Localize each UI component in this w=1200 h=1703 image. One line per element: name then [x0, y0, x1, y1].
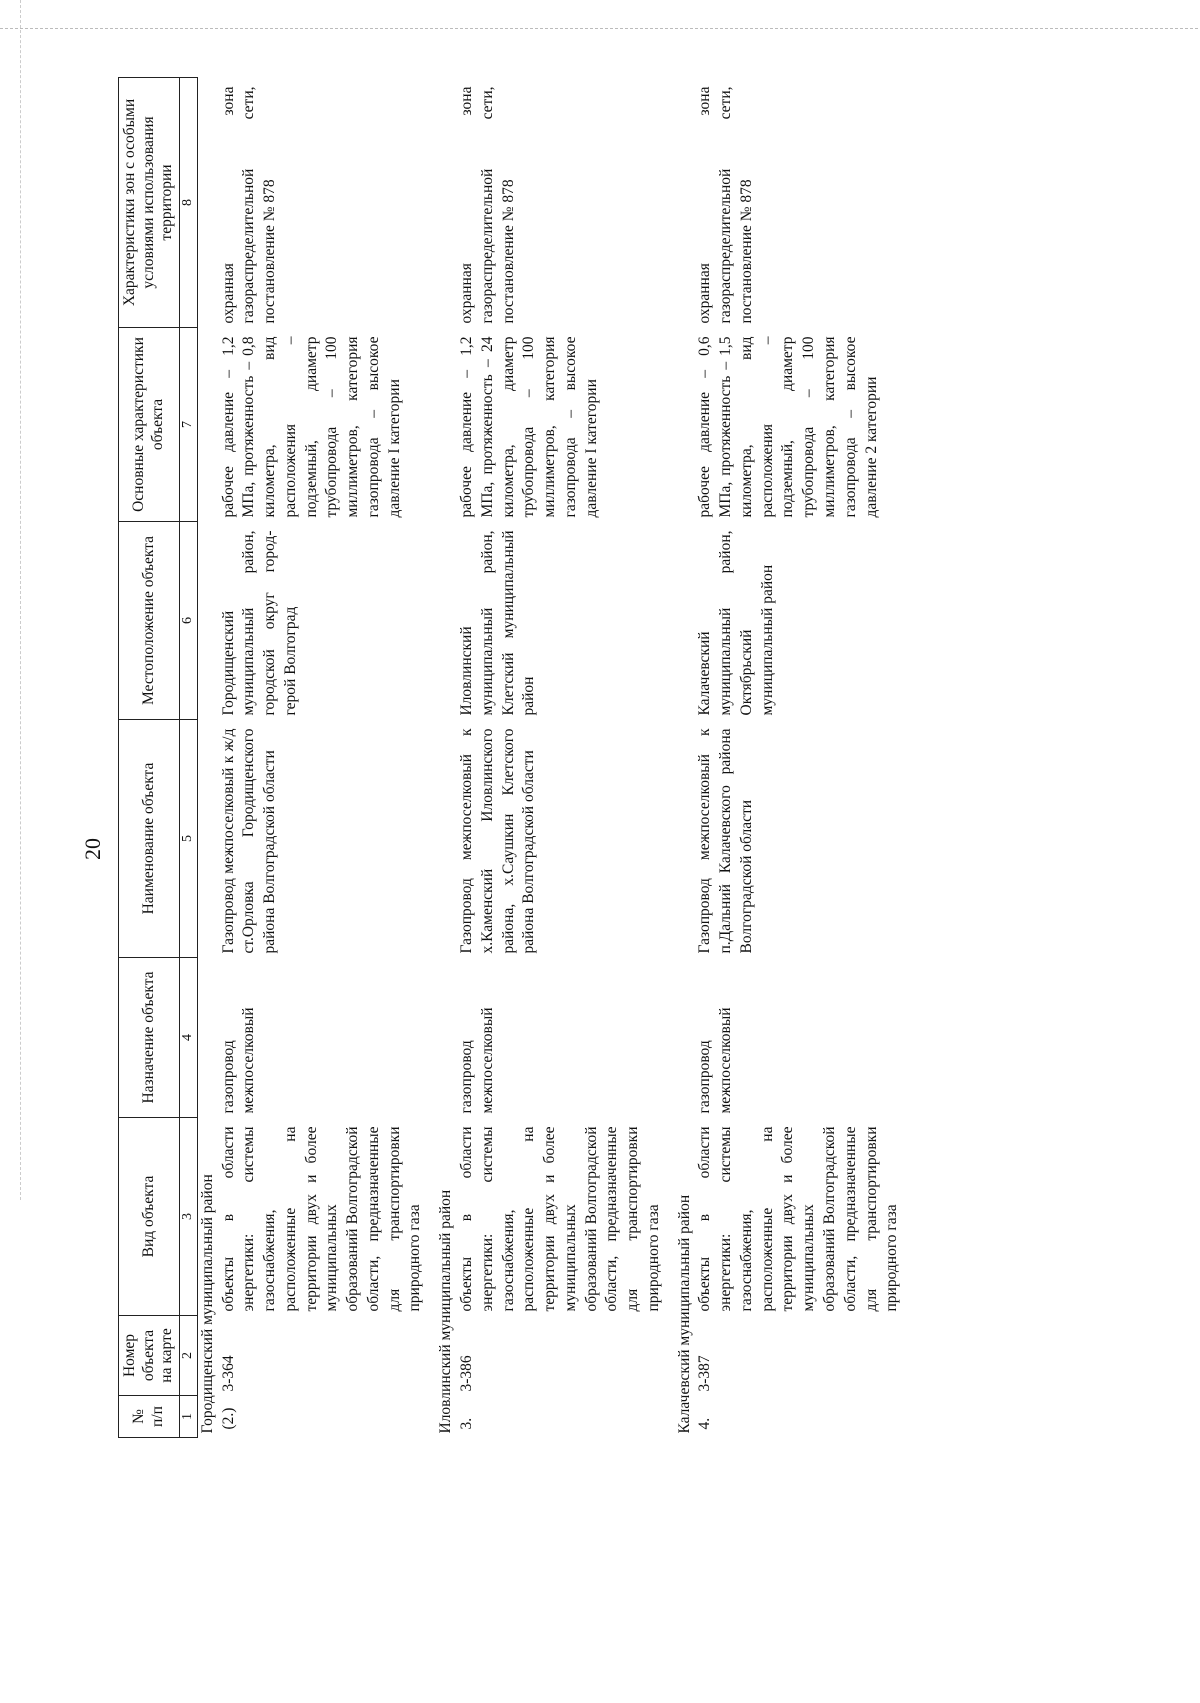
objects-table: [118, 77, 903, 1438]
map-number: 3-386: [457, 1355, 475, 1392]
column-number: 4: [179, 958, 197, 1118]
object-location: Иловлинский муниципальный район, Клетский муниципальный район: [457, 530, 538, 716]
object-characteristics: рабочее давление – 1,2 МПа, протяженность – 24 километра, диаметр трубопровода – 100 миллиметров, категория газопровода – высокое давление I категории: [457, 336, 600, 518]
header-cell: Характеристики зон с особыми условиями использования территории: [119, 78, 180, 328]
zone-characteristics: охранная зона газораспределительной сети, постановление № 878: [696, 86, 755, 324]
header-cell: Номер объекта на карте: [119, 1316, 180, 1396]
header-number-row: [179, 78, 197, 1438]
row-spacer: [426, 78, 436, 1438]
section-heading-row: [197, 78, 218, 1438]
header-cell: Вид объекта: [119, 1118, 180, 1316]
map-number: 3-364: [219, 1355, 237, 1392]
section-heading-row: [436, 78, 457, 1438]
table-row: [457, 78, 665, 1438]
table-row: [219, 78, 427, 1438]
table-header: [119, 78, 198, 1438]
row-number: 4.: [696, 1417, 714, 1430]
row-number: 3.: [457, 1417, 475, 1430]
page-number: 20: [80, 838, 105, 860]
zone-characteristics: охранная зона газораспределительной сети, постановление № 878: [457, 86, 517, 324]
object-name: Газопровод межпоселковый к ж/д ст.Орловка Городищенского района Волгоградской области: [219, 728, 279, 954]
object-purpose: газопровод межпоселковый: [696, 1007, 735, 1114]
object-characteristics: рабочее давление – 1,2 МПа, протяженность – 0,8 километра, вид расположения – подземный, диаметр трубопровода – 100 миллиметров, категория газопровода – высокое давление I категории: [219, 336, 403, 518]
column-number: 5: [179, 720, 197, 958]
map-number: 3-387: [696, 1355, 714, 1392]
zone-characteristics: охранная зона газораспределительной сети, постановление № 878: [219, 86, 279, 324]
header-row: [119, 78, 180, 1438]
object-characteristics: рабочее давление – 0,6 МПа, протяженность – 1,5 километра, вид расположения – подземный, диаметр трубопровода – 100 миллиметров, категория газопровода – высокое давление 2 категории: [696, 336, 880, 518]
table-body: [197, 78, 903, 1438]
objects-table-container: [118, 78, 903, 1438]
section-heading: Иловлинский муниципальный район: [437, 1189, 455, 1434]
column-number: 1: [179, 1396, 197, 1438]
row-spacer: [665, 78, 675, 1438]
column-number: 3: [179, 1118, 197, 1316]
row-number: (2.): [219, 1407, 237, 1430]
object-purpose: газопровод межпоселковый: [219, 1007, 258, 1114]
object-purpose: газопровод межпоселковый: [457, 1007, 496, 1114]
table-row: [695, 78, 903, 1438]
object-name: Газопровод межпоселковый к х.Каменский Иловлинского района, х.Саушкин Клетского района Волгоградской области: [457, 728, 538, 954]
object-type: объекты в области энергетики: системы газоснабжения, расположенные на территории двух и более муниципальных образований Волгоградской области, предназначенные для транспортировки природного газа: [457, 1126, 662, 1312]
column-number: 2: [179, 1316, 197, 1396]
header-cell: Наименование объекта: [119, 720, 180, 958]
object-type: объекты в области энергетики: системы газоснабжения, расположенные на территории двух и более муниципальных образований Волгоградской области, предназначенные для транспортировки природного газа: [219, 1126, 424, 1312]
header-cell: № п/п: [119, 1396, 180, 1438]
column-number: 7: [179, 328, 197, 522]
section-heading-row: [675, 78, 696, 1438]
section-heading: Городищенский муниципальный район: [198, 1174, 216, 1434]
column-number: 8: [179, 78, 197, 328]
object-location: Городищенский муниципальный район, городской округ город-герой Волгоград: [219, 530, 299, 716]
header-cell: Местоположение объекта: [119, 522, 180, 720]
section-heading: Калачевский муниципальный район: [675, 1194, 693, 1434]
object-name: Газопровод межпоселковый к п.Дальний Калачевского района Волгоградской области: [696, 728, 755, 954]
column-number: 6: [179, 522, 197, 720]
object-location: Калачевский муниципальный район, Октябрьский муниципальный район: [696, 530, 776, 716]
header-cell: Основные характеристики объекта: [119, 328, 180, 522]
object-type: объекты в области энергетики: системы газоснабжения, расположенные на территории двух и более муниципальных образований Волгоградской области, предназначенные для транспортировки природного газа: [696, 1126, 901, 1312]
header-cell: Назначение объекта: [119, 958, 180, 1118]
